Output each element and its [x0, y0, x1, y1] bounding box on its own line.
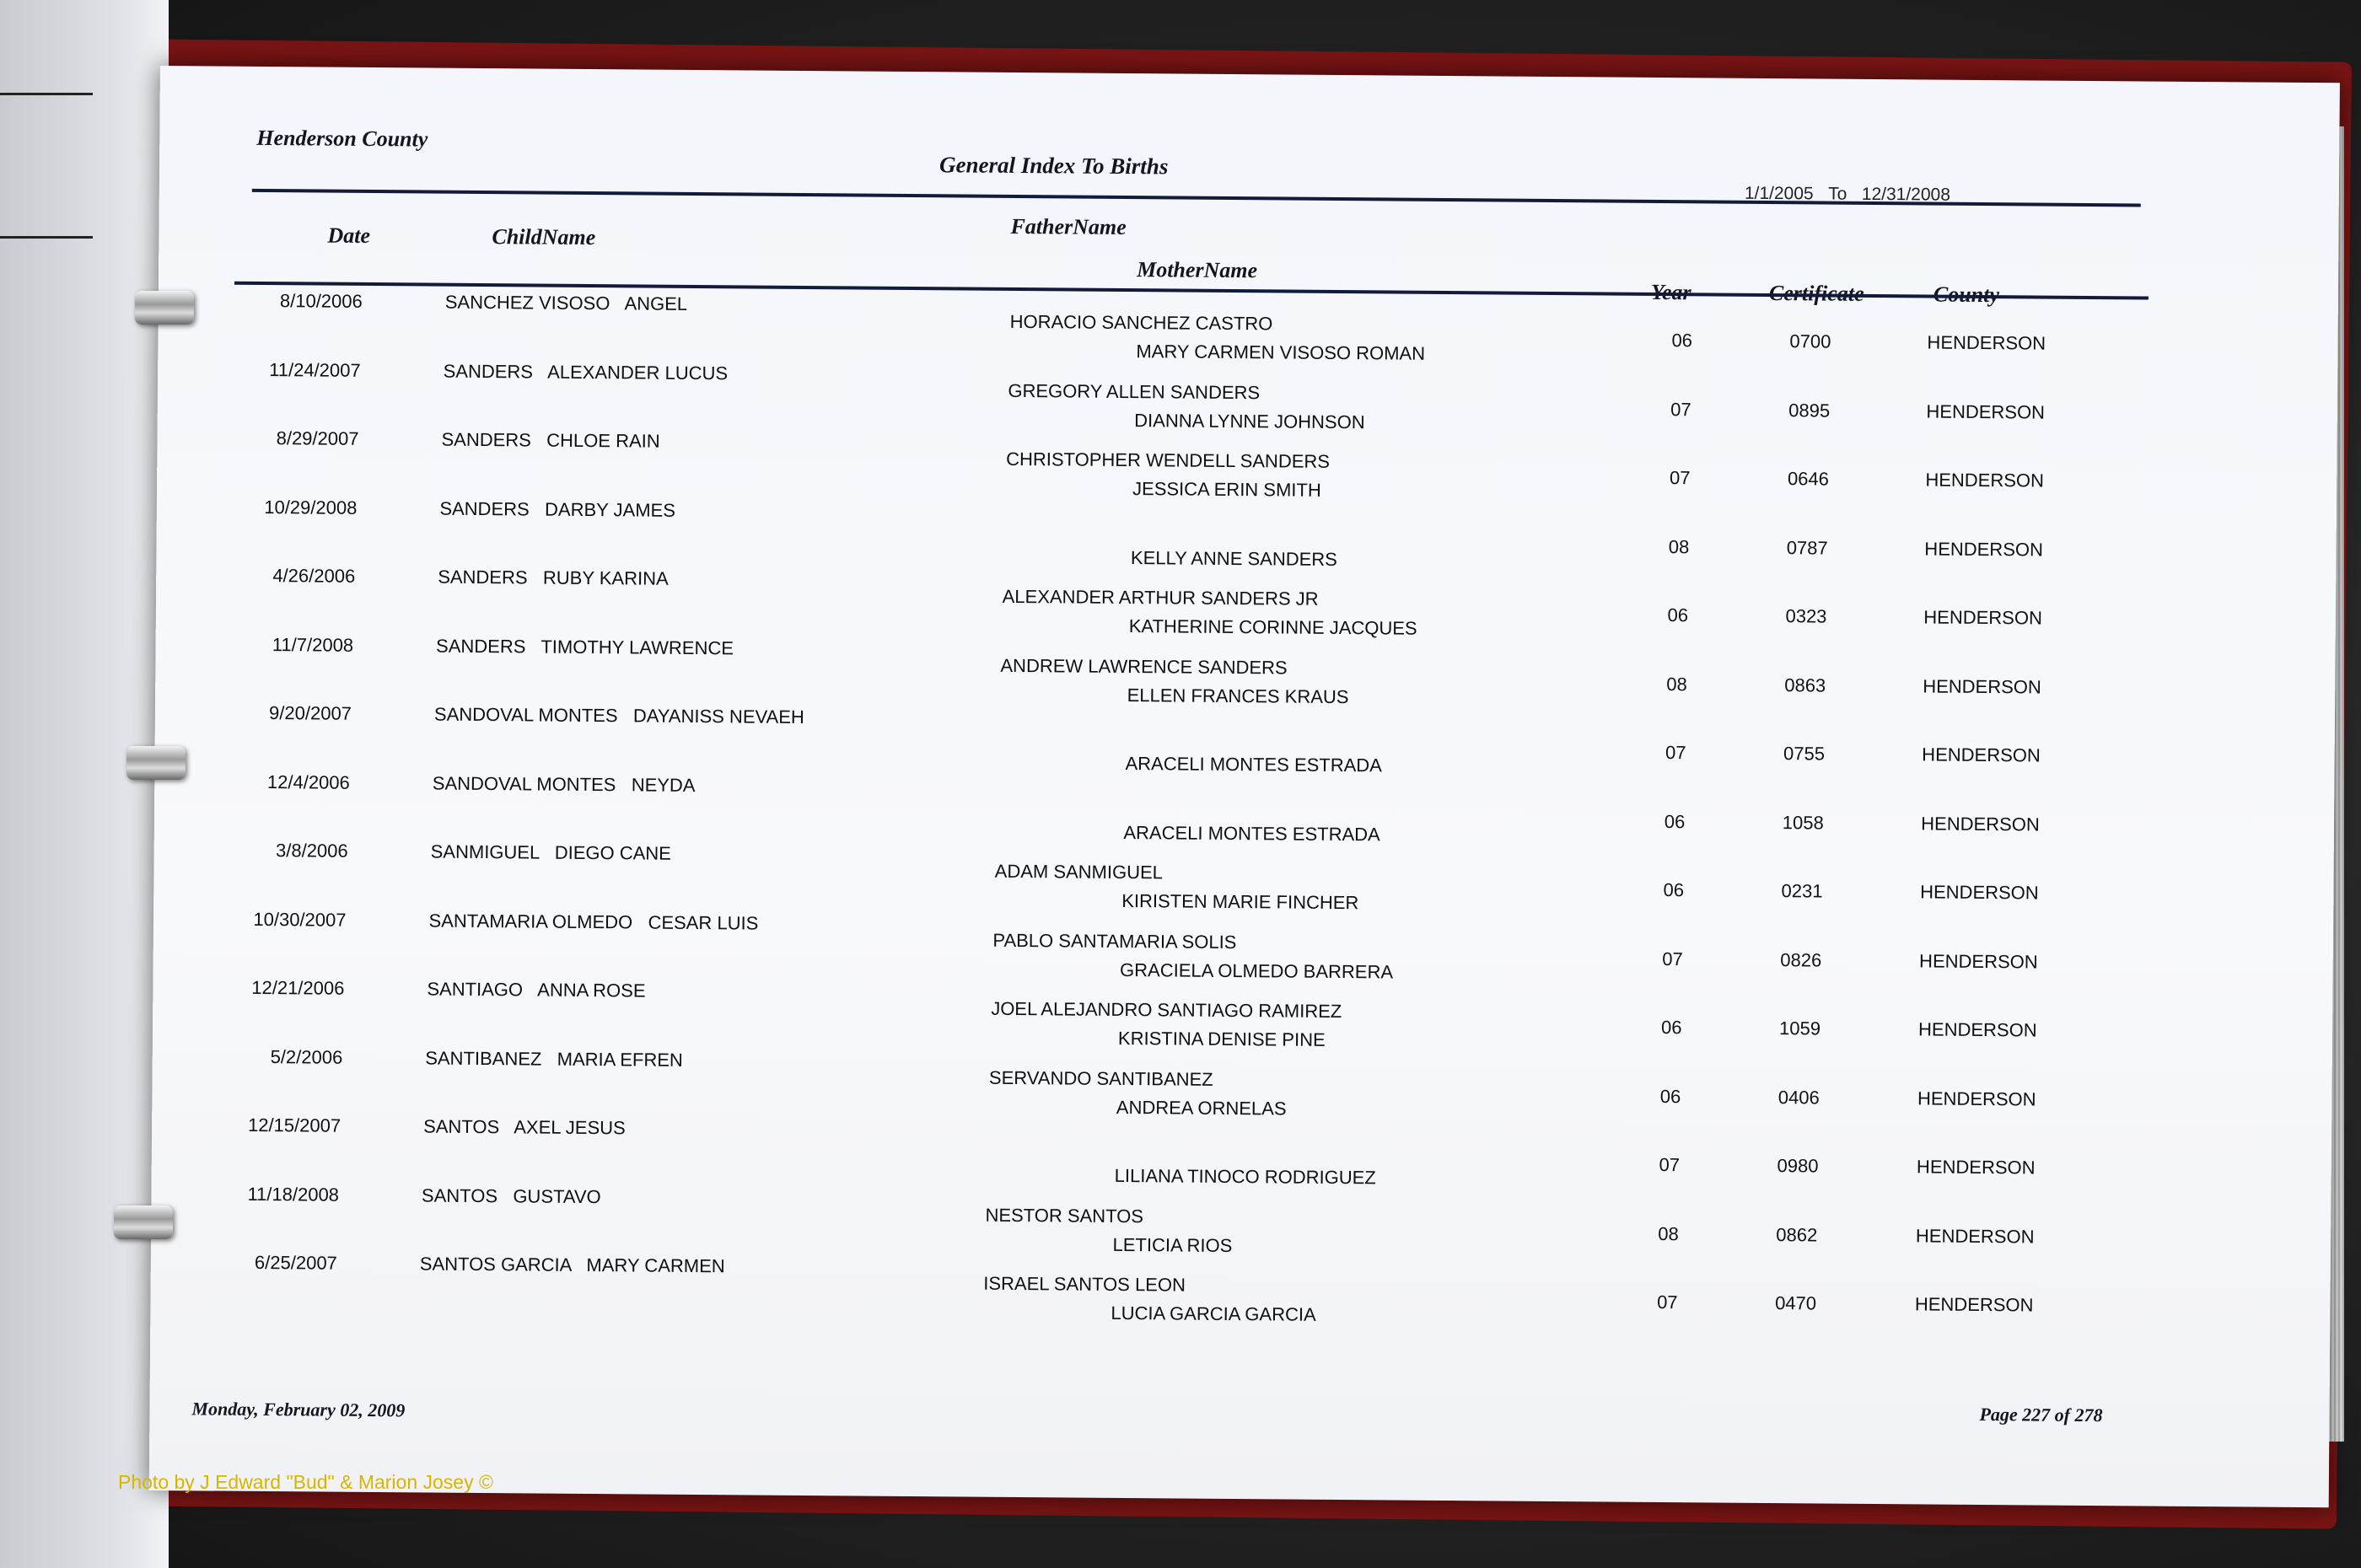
record-father-name: ANDREW LAWRENCE SANDERS: [1000, 654, 1288, 679]
col-header-father-name: FatherName: [1010, 213, 1127, 240]
record-year: 07: [1659, 1154, 1681, 1176]
record-father-name: HORACIO SANCHEZ CASTRO: [1009, 310, 1273, 335]
record-child-name: SANMIGUEL DIEGO CANE: [430, 840, 672, 864]
record-certificate: 0787: [1786, 536, 1828, 559]
record-certificate: 0646: [1787, 468, 1830, 490]
record-date: 10/30/2007: [253, 908, 347, 931]
record-father-name: CHRISTOPHER WENDELL SANDERS: [1006, 448, 1331, 472]
record-child-name: SANTIAGO ANNA ROSE: [427, 978, 646, 1001]
record-mother-name: KATHERINE CORINNE JACQUES: [1128, 615, 1417, 639]
binder-ring: [114, 1206, 173, 1239]
record-certificate: 0323: [1785, 605, 1827, 627]
binder-ring: [135, 291, 194, 325]
record-child-name: SANCHEZ VISOSO ANGEL: [444, 291, 688, 314]
date-to-label: To: [1828, 184, 1847, 204]
record-mother-name: ELLEN FRANCES KRAUS: [1127, 684, 1349, 707]
left-page: [0, 0, 169, 1568]
record-certificate: 1058: [1782, 811, 1824, 834]
record-county: HENDERSON: [1914, 1293, 2034, 1316]
record-county: HENDERSON: [1924, 537, 2044, 561]
record-year: 07: [1662, 948, 1683, 969]
record-year: 07: [1669, 467, 1691, 489]
record-mother-name: KIRISTEN MARIE FINCHER: [1121, 889, 1359, 914]
record-county: HENDERSON: [1916, 1156, 2036, 1179]
record-county: HENDERSON: [1923, 674, 2041, 698]
record-certificate: 0826: [1780, 948, 1822, 971]
record-father-name: SERVANDO SANTIBANEZ: [988, 1066, 1213, 1090]
record-certificate: 0470: [1775, 1292, 1817, 1314]
record-county: HENDERSON: [1917, 1087, 2036, 1110]
record-father-name: ISRAEL SANTOS LEON: [983, 1272, 1186, 1296]
record-father-name: NESTOR SANTOS: [985, 1204, 1144, 1227]
record-father-name: ALEXANDER ARTHUR SANDERS JR: [1002, 585, 1319, 609]
left-page-rule: [0, 93, 93, 95]
record-county: HENDERSON: [1920, 881, 2039, 904]
record-mother-name: KELLY ANNE SANDERS: [1130, 546, 1338, 570]
record-year: 06: [1663, 879, 1685, 901]
record-year: 07: [1665, 742, 1686, 764]
record-date: 10/29/2008: [264, 496, 358, 518]
record-year: 07: [1657, 1291, 1678, 1313]
record-child-name: SANTOS GUSTAVO: [421, 1184, 601, 1207]
col-header-mother-name: MotherName: [1137, 257, 1258, 283]
record-mother-name: JESSICA ERIN SMITH: [1132, 478, 1321, 501]
record-certificate: 0231: [1781, 880, 1823, 902]
record-year: 06: [1659, 1085, 1681, 1107]
record-date: 11/24/2007: [269, 358, 361, 381]
col-header-date: Date: [327, 223, 371, 248]
record-mother-name: LETICIA RIOS: [1112, 1233, 1233, 1256]
date-to: 12/31/2008: [1861, 184, 1951, 205]
photo-credit: Photo by J Edward "Bud" & Marion Josey ©: [118, 1471, 493, 1493]
record-certificate: 0700: [1789, 330, 1831, 352]
record-child-name: SANDERS ALEXANDER LUCUS: [443, 360, 729, 384]
record-year: 06: [1667, 604, 1689, 626]
record-date: 6/25/2007: [254, 1251, 337, 1274]
footer-page-number: Page 227 of 278: [1979, 1403, 2103, 1426]
record-county: HENDERSON: [1922, 744, 2041, 766]
record-mother-name: DIANNA LYNNE JOHNSON: [1134, 409, 1365, 432]
page-title: General Index To Births: [938, 152, 1169, 180]
record-mother-name: ARACELI MONTES ESTRADA: [1123, 821, 1380, 845]
record-date: 8/10/2006: [279, 290, 363, 312]
record-child-name: SANDOVAL MONTES NEYDA: [432, 772, 696, 796]
record-mother-name: ARACELI MONTES ESTRADA: [1125, 753, 1383, 776]
record-mother-name: ANDREA ORNELAS: [1116, 1096, 1287, 1120]
record-certificate: 0755: [1783, 743, 1826, 765]
record-county: HENDERSON: [1925, 469, 2045, 491]
record-date: 11/7/2008: [272, 633, 354, 656]
record-certificate: 0895: [1788, 399, 1831, 422]
record-child-name: SANDERS RUBY KARINA: [438, 566, 669, 589]
record-year: 06: [1671, 330, 1693, 352]
record-county: HENDERSON: [1926, 400, 2046, 423]
record-date: 12/4/2006: [266, 771, 350, 793]
record-year: 08: [1666, 673, 1687, 695]
record-year: 08: [1668, 535, 1690, 557]
record-date: 5/2/2006: [270, 1045, 343, 1068]
record-father-name: GREGORY ALLEN SANDERS: [1008, 379, 1261, 403]
record-year: 06: [1664, 810, 1686, 832]
record-child-name: SANDERS TIMOTHY LAWRENCE: [436, 635, 734, 658]
record-father-name: PABLO SANTAMARIA SOLIS: [992, 929, 1237, 953]
record-year: 08: [1658, 1222, 1679, 1244]
record-date: 4/26/2006: [272, 565, 356, 587]
record-child-name: SANTOS AXEL JESUS: [423, 1115, 626, 1139]
record-county: HENDERSON: [1921, 812, 2040, 835]
record-mother-name: MARY CARMEN VISOSO ROMAN: [1136, 341, 1426, 364]
index-page: [149, 66, 2340, 1507]
record-date: 9/20/2007: [269, 702, 352, 724]
record-county: HENDERSON: [1915, 1224, 2035, 1247]
record-certificate: 0862: [1776, 1223, 1818, 1245]
record-county: HENDERSON: [1919, 949, 2038, 973]
county-heading: Henderson County: [256, 125, 428, 152]
record-date: 12/15/2007: [247, 1114, 342, 1136]
date-from: 1/1/2005: [1744, 183, 1814, 204]
record-certificate: 0406: [1777, 1086, 1820, 1108]
record-certificate: 0980: [1777, 1155, 1819, 1177]
record-mother-name: LILIANA TINOCO RODRIGUEZ: [1114, 1164, 1376, 1189]
record-mother-name: GRACIELA OLMEDO BARRERA: [1120, 959, 1394, 983]
record-date: 8/29/2007: [276, 427, 359, 449]
record-certificate: 0863: [1784, 674, 1826, 696]
record-child-name: SANTIBANEZ MARIA EFREN: [425, 1047, 683, 1071]
record-father-name: JOEL ALEJANDRO SANTIAGO RAMIREZ: [991, 997, 1342, 1023]
col-header-child-name: ChildName: [492, 224, 596, 250]
record-child-name: SANDOVAL MONTES DAYANISS NEVAEH: [433, 703, 804, 728]
record-mother-name: LUCIA GARCIA GARCIA: [1111, 1302, 1316, 1325]
record-date: 11/18/2008: [247, 1183, 340, 1206]
binder-ring: [126, 746, 186, 780]
record-date: 12/21/2006: [251, 976, 345, 999]
record-father-name: ADAM SANMIGUEL: [994, 860, 1164, 883]
record-county: HENDERSON: [1923, 606, 2042, 629]
record-date: 3/8/2006: [275, 840, 348, 862]
left-page-rule: [0, 236, 93, 239]
record-child-name: SANTAMARIA OLMEDO CESAR LUIS: [428, 910, 759, 934]
record-child-name: SANTOS GARCIA MARY CARMEN: [419, 1253, 725, 1277]
record-year: 06: [1660, 1017, 1682, 1039]
record-county: HENDERSON: [1927, 331, 2046, 354]
record-child-name: SANDERS DARBY JAMES: [439, 497, 676, 521]
record-year: 07: [1670, 398, 1691, 420]
record-certificate: 1059: [1778, 1018, 1821, 1039]
record-county: HENDERSON: [1917, 1018, 2037, 1041]
footer-print-date: Monday, February 02, 2009: [191, 1398, 406, 1421]
record-child-name: SANDERS CHLOE RAIN: [441, 428, 660, 452]
record-mother-name: KRISTINA DENISE PINE: [1117, 1027, 1326, 1050]
